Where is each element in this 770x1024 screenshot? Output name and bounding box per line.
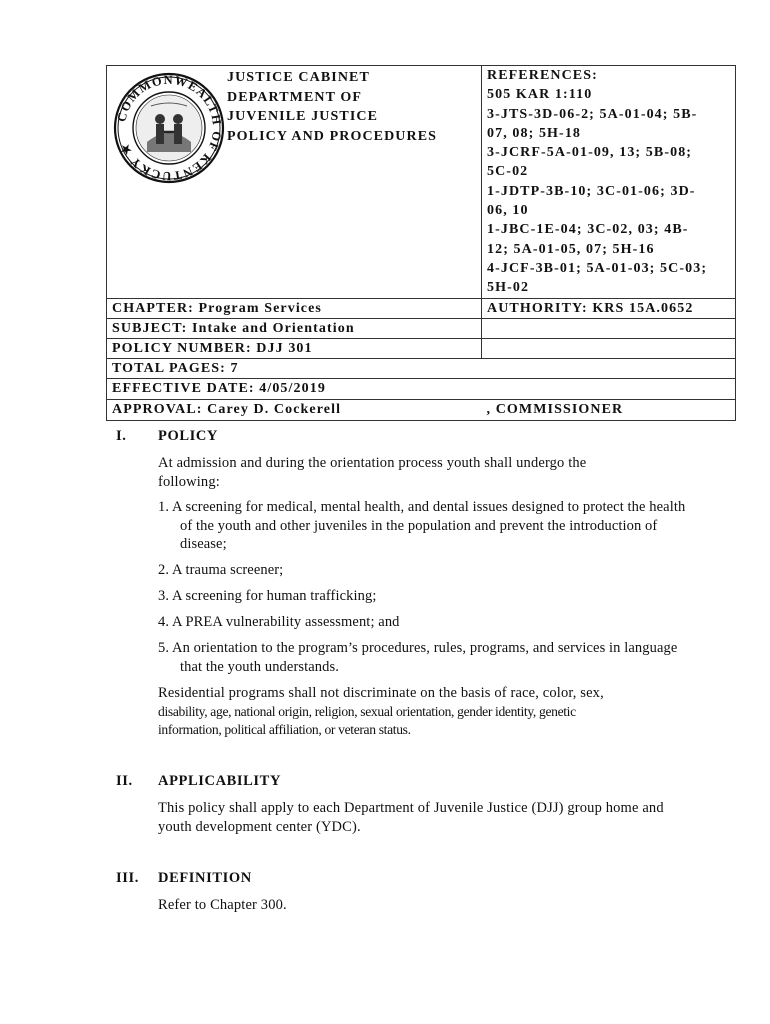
effective-date-cell: EFFECTIVE DATE: 4/05/2019 [107, 379, 736, 399]
policy-intro-line: At admission and during the orientation process youth shall undergo the [158, 455, 587, 471]
agency-line: JUSTICE CABINET [227, 70, 370, 85]
agency-cell [107, 66, 482, 299]
agency-line: DEPARTMENT OF [227, 89, 363, 105]
reference-line: 5H-02 [487, 280, 530, 296]
empty-cell [482, 338, 736, 358]
reference-line: 1-JBC-1E-04; 3C-02, 03; 4B- [487, 222, 689, 238]
reference-line: 3-JCRF-5A-01-09, 13; 5B-08; [487, 145, 693, 161]
references-title: REFERENCES: [487, 68, 598, 83]
reference-line: 06, 10 [487, 203, 529, 219]
section-number: I. [116, 428, 127, 444]
definition-text: Refer to Chapter 300. [158, 897, 287, 913]
svg-text:COMMONWEALTH OF KENTUCKY ★: COMMONWEALTH OF KENTUCKY ★ [114, 72, 225, 184]
section-number: II. [116, 773, 133, 789]
subject-cell: SUBJECT: Intake and Orientation [107, 318, 482, 338]
policy-number-cell: POLICY NUMBER: DJJ 301 [107, 338, 482, 358]
section-title: POLICY [158, 428, 218, 444]
policy-header-table [106, 65, 736, 421]
applicability-text: This policy shall apply to each Department of Juvenile Justice (DJJ) group home and youth development center (YDC). [158, 800, 664, 835]
section-title: DEFINITION [158, 870, 252, 886]
reference-line: 12; 5A-01-05, 07; 5H-16 [487, 241, 655, 257]
reference-line: 5C-02 [487, 164, 529, 180]
total-pages-cell: TOTAL PAGES: 7 [107, 359, 736, 379]
nondiscrimination-first-line: Residential programs shall not discriminate on the basis of race, color, sex, [158, 685, 604, 701]
policy-list-item: 2. A trauma screener; [158, 562, 284, 578]
nondiscrimination-paragraph [158, 684, 678, 740]
policy-list-item: 5. An orientation to the program’s procedures, rules, programs, and services in language that the youth understands. [158, 640, 678, 675]
reference-line: 1-JDTP-3B-10; 3C-01-06; 3D- [487, 183, 696, 199]
reference-line: 505 KAR 1:110 [487, 87, 593, 103]
policy-list-item: 4. A PREA vulnerability assessment; and [158, 614, 400, 630]
policy-list-item: 3. A screening for human trafficking; [158, 588, 377, 604]
chapter-cell: CHAPTER: Program Services [107, 298, 482, 318]
empty-cell [482, 318, 736, 338]
section-title: APPLICABILITY [158, 773, 282, 789]
commissioner-cell: , COMMISSIONER [482, 399, 736, 420]
reference-line: 3-JTS-3D-06-2; 5A-01-04; 5B- [487, 106, 698, 122]
authority-cell: AUTHORITY: KRS 15A.0652 [482, 298, 736, 318]
section-number: III. [116, 870, 139, 886]
approval-cell: APPROVAL: Carey D. Cockerell [107, 399, 482, 420]
policy-list-item: 1. A screening for medical, mental health, and dental issues designed to protect the health of the youth and other juveniles in the population and prevent the introduction of disease; [158, 499, 686, 552]
policy-intro [158, 454, 678, 491]
references-cell [482, 66, 736, 299]
agency-name-block [227, 68, 437, 146]
nondiscrimination-rest: disability, age, national origin, religion, sexual orientation, gender identity, genetic information, political affiliation, or veteran status. [158, 703, 576, 737]
reference-line: 07, 08; 5H-18 [487, 125, 582, 141]
commonwealth-of-kentucky-seal [113, 72, 225, 184]
policy-intro-line: following: [158, 473, 220, 490]
agency-line: JUVENILE JUSTICE [227, 109, 379, 124]
agency-line: POLICY AND PROCEDURES [227, 128, 438, 144]
reference-line: 4-JCF-3B-01; 5A-01-03; 5C-03; [487, 260, 708, 276]
